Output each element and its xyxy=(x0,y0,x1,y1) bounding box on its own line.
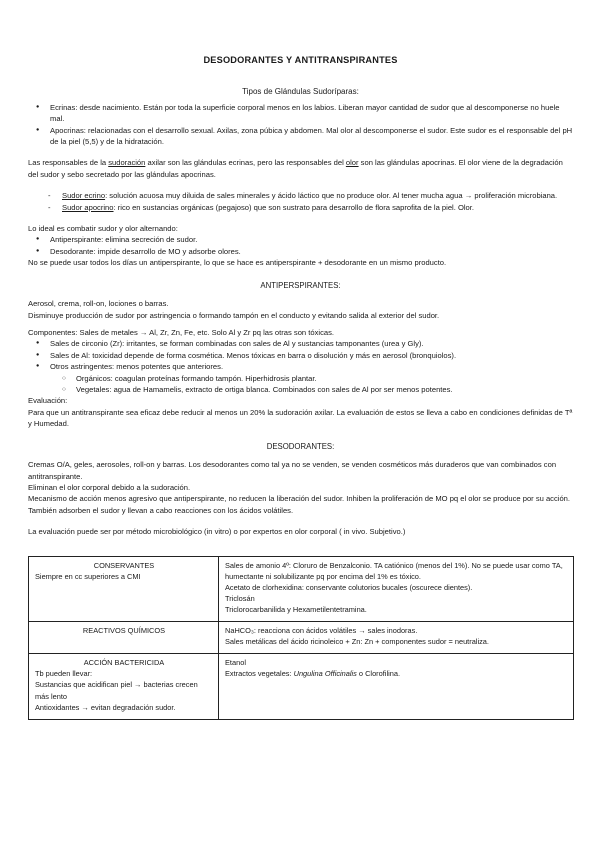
evaluation-label: Evaluación: xyxy=(28,396,68,406)
ideal-note: No se puede usar todos los días un antiperspirante, lo que se hace es antiperspirante + desodorante en un mismo producto. xyxy=(28,258,447,268)
ideal-intro: Lo ideal es combatir sudor y olor alternando: xyxy=(28,223,178,233)
sudores-list xyxy=(28,190,573,213)
ideal-list xyxy=(28,234,573,257)
responsables-paragraph: Las responsables de la sudoración axilar son las glándulas ecrinas, pero las responsables del olor son las glándulas apocrinas. El olor viene de la degradación del sudor y sebo secretado por las glándulas apocrinas. xyxy=(28,158,563,179)
sudor-ecrino-term: Sudor ecrino xyxy=(62,191,106,201)
table-cell: Sales de amonio 4º: Cloruro de Benzalconio. TA catiónico (menos del 1%). No se puede usar como TA, humectante ni solubilizante pq por encima del 1% es tóxico. Acetato de clorhexidina: conservante colutorios bucales (oscurece dientes). Triclosán Triclorocarbanilida y Hexametilentetramina. xyxy=(219,556,574,622)
row-title-bactericida: ACCIÓN BACTERICIDA xyxy=(83,658,165,668)
list-item: ○ Orgánicos: coagulan proteínas formando tampón. Hiperhidrosis plantar. xyxy=(28,373,573,384)
list-item: ● Ecrinas: desde nacimiento. Están por toda la superficie corporal menos en los labios. Liberan mayor cantidad de sudor que al descomponerse no huele mal. xyxy=(28,102,573,125)
list-item: ● Sales de circonio (Zr): irritantes, se forman combinadas con sales de Al y sustancias tamponantes (urea y Gly). xyxy=(28,338,573,349)
components-intro: Componentes: Sales de metales → Al, Zr, Zn, Fe, etc. Solo Al y Zr pq las otras son tóxicas. xyxy=(28,327,334,337)
table-row xyxy=(29,654,574,720)
summary-table xyxy=(28,556,574,720)
sub-components-list xyxy=(28,373,573,396)
sudor-apocrino-term: Sudor apocrino xyxy=(62,202,114,212)
row-title-conservantes: CONSERVANTES xyxy=(93,560,155,570)
row-title-reactivos: REACTIVOS QUÍMICOS xyxy=(82,626,166,636)
document-page xyxy=(28,54,573,720)
list-item: - Sudor apocrino: rico en sustancias orgánicas (pegajoso) que son sustrato para desarrollo de flora saprofita de la piel. Olor. xyxy=(28,202,573,213)
table-cell: Etanol Extractos vegetales: Ungulina Officinalis o Clorofilina. xyxy=(219,654,574,720)
list-item: - Sudor ecrino: solución acuosa muy diluida de sales minerales y ácido láctico que no produce olor. Al tener mucha agua → proliferación microbiana. xyxy=(28,190,573,201)
antiperspirantes-mechanism: Disminuye producción de sudor por astringencia o formando tampón en el conducto y evitando salida al exterior del sudor. xyxy=(28,310,440,320)
ungulina-term: Ungulina Officinalis xyxy=(293,669,357,679)
glands-list xyxy=(28,102,573,148)
table-row xyxy=(29,556,574,622)
list-item: ● Desodorante: impide desarrollo de MO y adsorbe olores. xyxy=(28,246,573,257)
desodorantes-heading: DESODORANTES: xyxy=(266,442,335,452)
desodorantes-line: Mecanismo de acción menos agresivo que antiperspirante, no reducen la liberación del sudor. Inhiben la proliferación de MO pq el olor se produce por su acción. También adsorben el sudor y llevan a cabo reacciones con los ácidos volátiles. xyxy=(28,494,571,515)
table-cell: ACCIÓN BACTERICIDA Tb pueden llevar: Sustancias que acidifican piel → bacterias crecen más lento Antioxidantes → evitan degradación sudor. xyxy=(29,654,219,720)
desodorantes-line: Eliminan el olor corporal debido a la sudoración. xyxy=(28,482,191,492)
table-cell xyxy=(29,622,219,654)
sudoracion-term: sudoración xyxy=(108,158,146,168)
evaluation-text: Para que un antitranspirante sea eficaz debe reducir al menos un 20% la sudoración axilar. La evaluación de estos se lleva a cabo en condiciones definidas de Tª y Humedad. xyxy=(28,407,573,429)
list-item: ● Otros astringentes: menos potentes que anteriores. xyxy=(28,361,573,372)
table-cell: NaHCO₃: reacciona con ácidos volátiles → sales inodoras. Sales metálicas del ácido ricinoleico + Zn: Zn + componentes sudor = neutraliza. xyxy=(219,622,574,654)
glands-subtitle: Tipos de Glándulas Sudoríparas: xyxy=(242,86,359,96)
antiperspirantes-heading: ANTIPERSPIRANTES: xyxy=(260,281,341,291)
list-item: ● Antiperspirante: elimina secreción de sudor. xyxy=(28,234,573,245)
table-row xyxy=(29,622,574,654)
desodorantes-evaluation: La evaluación puede ser por método microbiológico (in vitro) o por expertos en olor corporal ( in vivo. Subjetivo.) xyxy=(28,527,406,537)
list-item: ● Sales de Al: toxicidad depende de forma cosmética. Menos tóxicas en barra o disolución y más en aerosol (bronquiolos). xyxy=(28,350,573,361)
antiperspirantes-forms: Aerosol, crema, roll-on, lociones o barras. xyxy=(28,299,169,309)
desodorantes-line: Cremas O/A, geles, aerosoles, roll-on y barras. Los desodorantes como tal ya no se venden, se venden cosméticos más duraderos que van combinados con antitranspirante. xyxy=(28,460,557,481)
document-title: DESODORANTES Y ANTITRANSPIRANTES xyxy=(203,55,398,65)
list-item: ○ Vegetales: agua de Hamamelis, extracto de ortiga blanca. Combinados con sales de Al por ser menos potentes. xyxy=(28,384,573,395)
components-list xyxy=(28,338,573,372)
table-cell: CONSERVANTES Siempre en cc superiores a CMI xyxy=(29,556,219,622)
list-item: ● Apocrinas: relacionadas con el desarrollo sexual. Axilas, zona púbica y abdomen. Mal olor al descomponerse el sudor. Este sudor es el responsable del pH de la piel (5,5) y de la hidratación. xyxy=(28,125,573,148)
olor-term: olor xyxy=(345,158,359,168)
